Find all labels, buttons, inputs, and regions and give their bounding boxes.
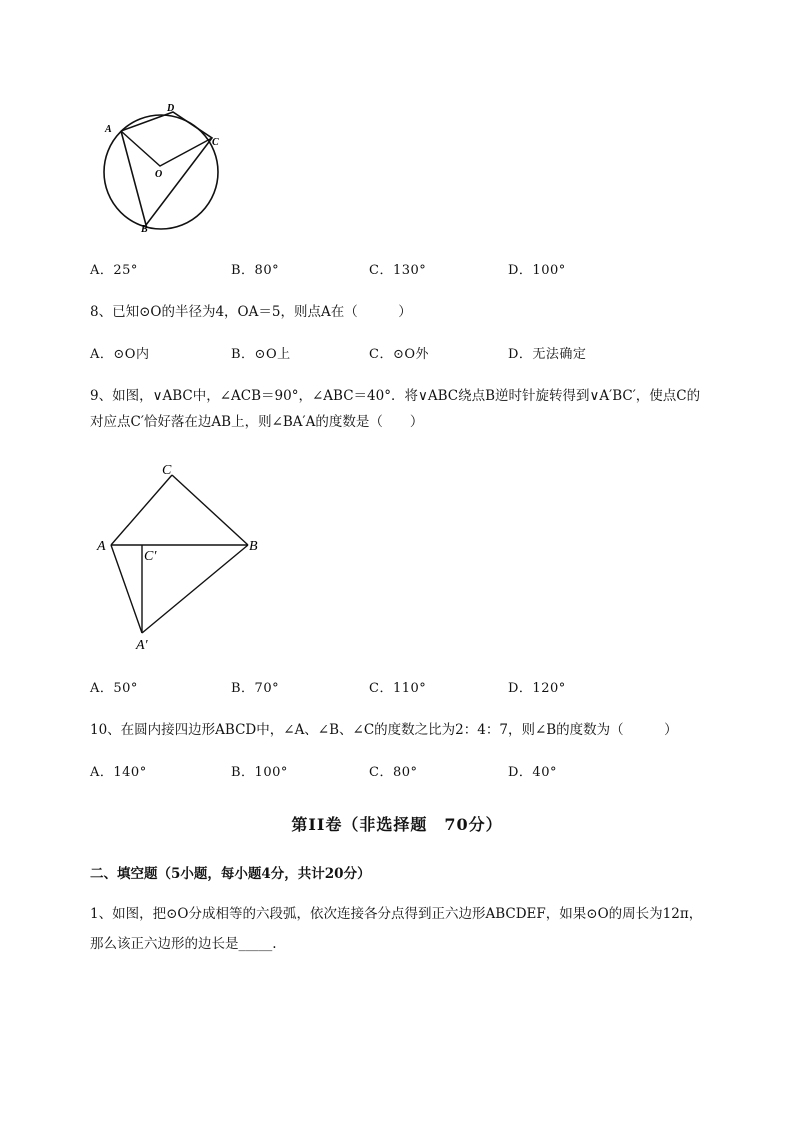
q7-label-c: C (212, 137, 219, 148)
q9-segment-ac (111, 475, 172, 545)
q7-quadrilateral (121, 112, 212, 225)
q9-option-b: B．70° (231, 681, 280, 696)
q9-segment-ba-prime (142, 545, 248, 633)
q10-option-a: A．140° (90, 765, 147, 780)
q8-option-b: B．⊙O上 (231, 347, 291, 362)
q9-segment-aa-prime (111, 545, 142, 633)
q7-circle-figure (96, 98, 226, 238)
q7-radii (121, 131, 212, 166)
q8-option-a: A．⊙O内 (90, 347, 150, 362)
q9-segment-cb (172, 475, 248, 545)
q9-option-c: C．110° (369, 681, 427, 696)
q7-label-b: B (141, 224, 148, 235)
q9-label-b: B (249, 539, 258, 554)
q9-label-c-prime: C′ (144, 549, 157, 564)
q7-label-d: D (167, 103, 175, 114)
q9-label-c: C (162, 463, 172, 478)
q9-stem-line1: 9、如图，∨ABC中，∠ACB＝90°，∠ABC＝40°．将∨ABC绕点B逆时针旋转得到∨A′BC′，使点C的 (90, 388, 701, 404)
q7-label-o: O (155, 169, 163, 180)
q7-option-a: A．25° (90, 263, 138, 278)
q9-stem-line2: 对应点C′恰好落在边AB上，则∠BA′A的度数是（ ） (90, 414, 424, 430)
q10-option-c: C．80° (369, 765, 418, 780)
part-heading: 二、填空题（5小题，每小题4分，共计20分） (90, 866, 371, 882)
q9-option-a: A．50° (90, 681, 138, 696)
fill1-line1: 1、如图，把⊙O分成相等的六段弧，依次连接各分点得到正六边形ABCDEF，如果⊙O的周长为12π， (90, 906, 703, 922)
q8-option-c: C．⊙O外 (369, 347, 429, 362)
q9-label-a: A (97, 539, 106, 554)
q7-label-a: A (105, 124, 112, 135)
q8-stem: 8、已知⊙O的半径为4，OA＝5，则点A在（ ） (90, 304, 412, 320)
q9-option-d: D．120° (508, 681, 566, 696)
q9-label-a-prime: A′ (136, 638, 148, 653)
q10-option-d: D．40° (508, 765, 557, 780)
q10-stem: 10、在圆内接四边形ABCD中，∠A、∠B、∠C的度数之比为2：4：7，则∠B的度数为（ ） (90, 722, 678, 738)
q8-option-d: D．无法确定 (508, 347, 587, 362)
fill1-line2: 那么该正六边形的边长是_____. (90, 936, 277, 952)
section-title: 第II卷（非选择题 70分） (291, 815, 503, 834)
q7-option-d: D．100° (508, 263, 566, 278)
q10-option-b: B．100° (231, 765, 288, 780)
q9-triangle-figure (92, 458, 272, 658)
q7-option-b: B．80° (231, 263, 280, 278)
q7-option-c: C．130° (369, 263, 427, 278)
